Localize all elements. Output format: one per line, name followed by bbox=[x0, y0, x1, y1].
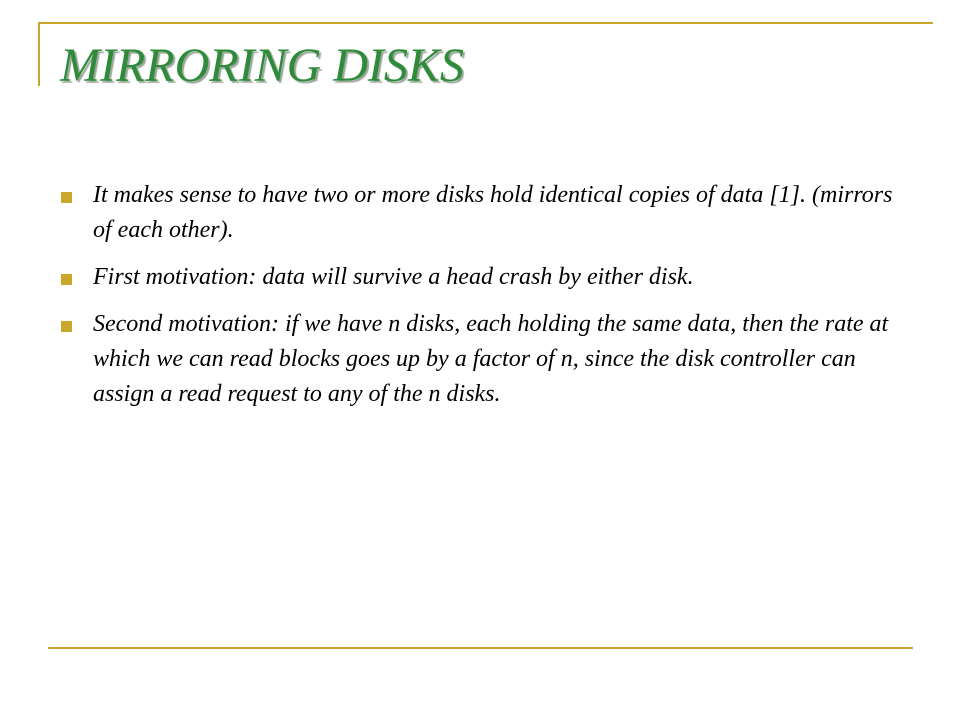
bullet-text: Second motivation: if we have n disks, each holding the same data, then the rate at which we can read blocks goes up by a factor of n, since the disk controller can assign a read request to any of the n disks. bbox=[93, 311, 889, 407]
square-bullet-icon bbox=[61, 321, 72, 332]
square-bullet-icon bbox=[61, 274, 72, 285]
bullet-list bbox=[58, 178, 898, 424]
bullet-item bbox=[58, 307, 898, 412]
bullet-text: First motivation: data will survive a head crash by either disk. bbox=[93, 264, 694, 290]
bullet-text: It makes sense to have two or more disks hold identical copies of data [1]. (mirrors of each other). bbox=[93, 182, 893, 243]
square-bullet-icon bbox=[61, 192, 72, 203]
frame-top-rule bbox=[38, 22, 933, 24]
bullet-item bbox=[58, 260, 898, 295]
frame-left-rule bbox=[38, 22, 40, 86]
slide-title: MIRRORING DISKS bbox=[60, 39, 464, 92]
bullet-item bbox=[58, 178, 898, 248]
frame-bottom-rule bbox=[48, 647, 913, 649]
